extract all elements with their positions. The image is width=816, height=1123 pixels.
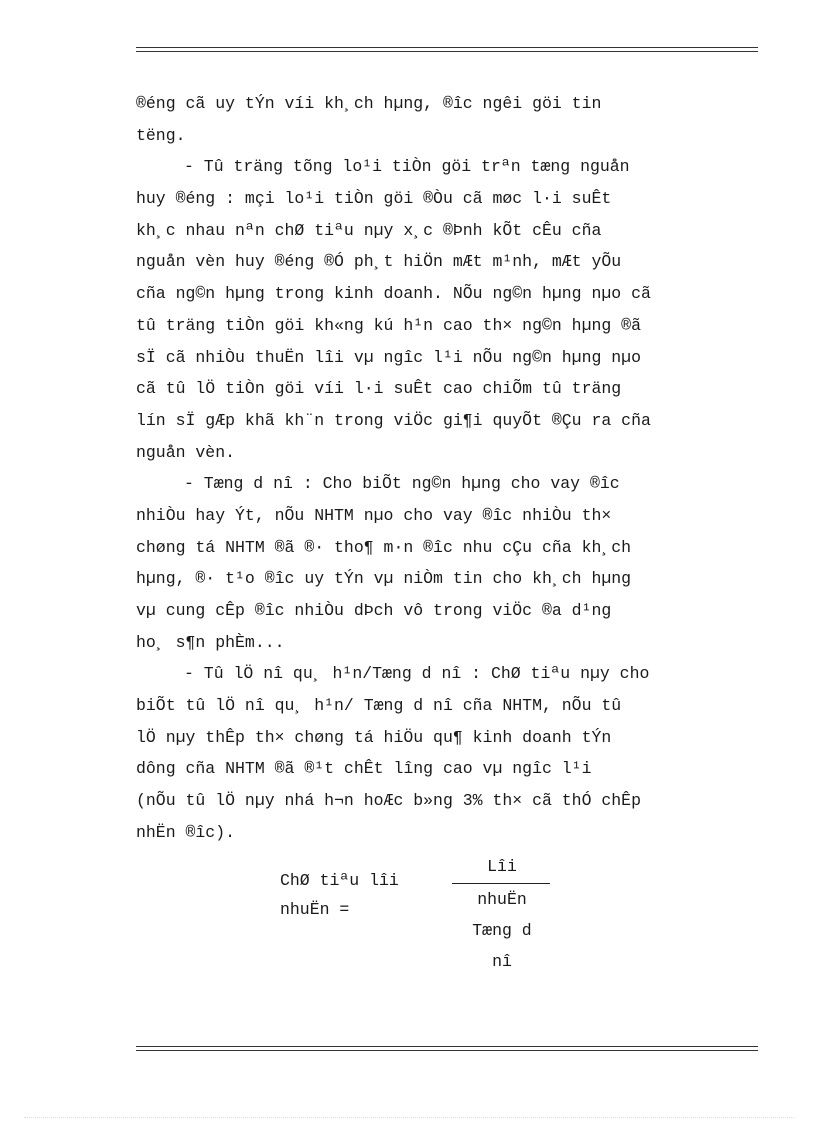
formula-label bbox=[280, 866, 450, 924]
text-line: vµ cung cÊp ®îc nhiÒu dÞch vô trong viÖc ®a d¹ng bbox=[136, 601, 612, 620]
text-line: - Tû lÖ nî qu¸ h¹n/Tæng d nî : ChØ tiªu nµy cho bbox=[184, 664, 650, 684]
document-body bbox=[136, 88, 740, 849]
text-line: huy ®éng : mçi lo¹i tiÒn göi ®Òu cã møc l·i suÊt bbox=[136, 189, 612, 209]
text-line: ®éng cã uy tÝn víi kh¸ch hµng, ®îc ngêi göi tin bbox=[136, 94, 602, 113]
formula-numerator: Lîi bbox=[487, 857, 517, 876]
text-line: nhiÒu hay Ýt, nÕu NHTM nµo cho vay ®îc nhiÒu th× bbox=[136, 505, 612, 525]
text-line: tû träng tiÒn göi kh«ng kú h¹n cao th× ng©n hµng ®ã bbox=[136, 315, 641, 335]
text-line: lín sÏ gÆp khã kh¨n trong viÖc gi¶i quyÕt ®Çu ra cña bbox=[136, 410, 651, 430]
header-rule bbox=[136, 47, 758, 52]
page-edge-divider bbox=[24, 1117, 794, 1118]
text-line: (nÕu tû lÖ nµy nhá h¬n hoÆc b»ng 3% th× cã thÓ chÊp bbox=[136, 791, 641, 811]
text-line: cã tû lÖ tiÒn göi víi l·i suÊt cao chiÕm tû träng bbox=[136, 379, 622, 399]
formula-denominator: nî bbox=[492, 952, 512, 971]
formula-denominator: Tæng d bbox=[472, 921, 532, 940]
text-line: nhËn ®îc). bbox=[136, 822, 236, 842]
text-line: sÏ cã nhiÒu thuËn lîi vµ ngîc l¹i nÕu ng©n hµng nµo bbox=[136, 347, 641, 367]
text-line: nguån vèn. bbox=[136, 442, 236, 462]
formula-label-line: ChØ tiªu lîi bbox=[280, 871, 399, 890]
text-line: lÖ nµy thÊp th× chøng tá hiÖu qu¶ kinh doanh tÝn bbox=[136, 727, 612, 747]
text-line: nguån vèn huy ®éng ®Ó ph¸t hiÖn mÆt m¹nh, mÆt yÕu bbox=[136, 252, 622, 272]
formula-numerator: nhuËn bbox=[477, 890, 527, 909]
text-line: tëng. bbox=[136, 125, 186, 145]
formula-label-line: nhuËn = bbox=[280, 900, 350, 919]
text-line: hµng, ®· t¹o ®îc uy tÝn vµ niÒm tin cho kh¸ch hµng bbox=[136, 569, 632, 589]
text-line: dông cña NHTM ®ã ®¹t chÊt lîng cao vµ ngîc l¹i bbox=[136, 759, 592, 779]
formula-fraction bbox=[452, 856, 552, 977]
text-line: kh¸c nhau nªn chØ tiªu nµy x¸c ®Þnh kÕt cÊu cña bbox=[136, 220, 602, 240]
text-line: - Tæng d nî : Cho biÕt ng©n hµng cho vay ®îc bbox=[184, 474, 620, 494]
text-line: ho¸ s¶n phÈm... bbox=[136, 632, 285, 652]
text-line: - Tû träng tõng lo¹i tiÒn göi trªn tæng nguån bbox=[184, 157, 630, 177]
text-line: chøng tá NHTM ®ã ®· tho¶ m·n ®îc nhu cÇu cña kh¸ch bbox=[136, 537, 632, 557]
text-line: biÕt tû lÖ nî qu¸ h¹n/ Tæng d nî cña NHTM, nÕu tû bbox=[136, 696, 622, 716]
footer-rule bbox=[136, 1046, 758, 1051]
text-line: cña ng©n hµng trong kinh doanh. NÕu ng©n hµng nµo cã bbox=[136, 284, 651, 304]
